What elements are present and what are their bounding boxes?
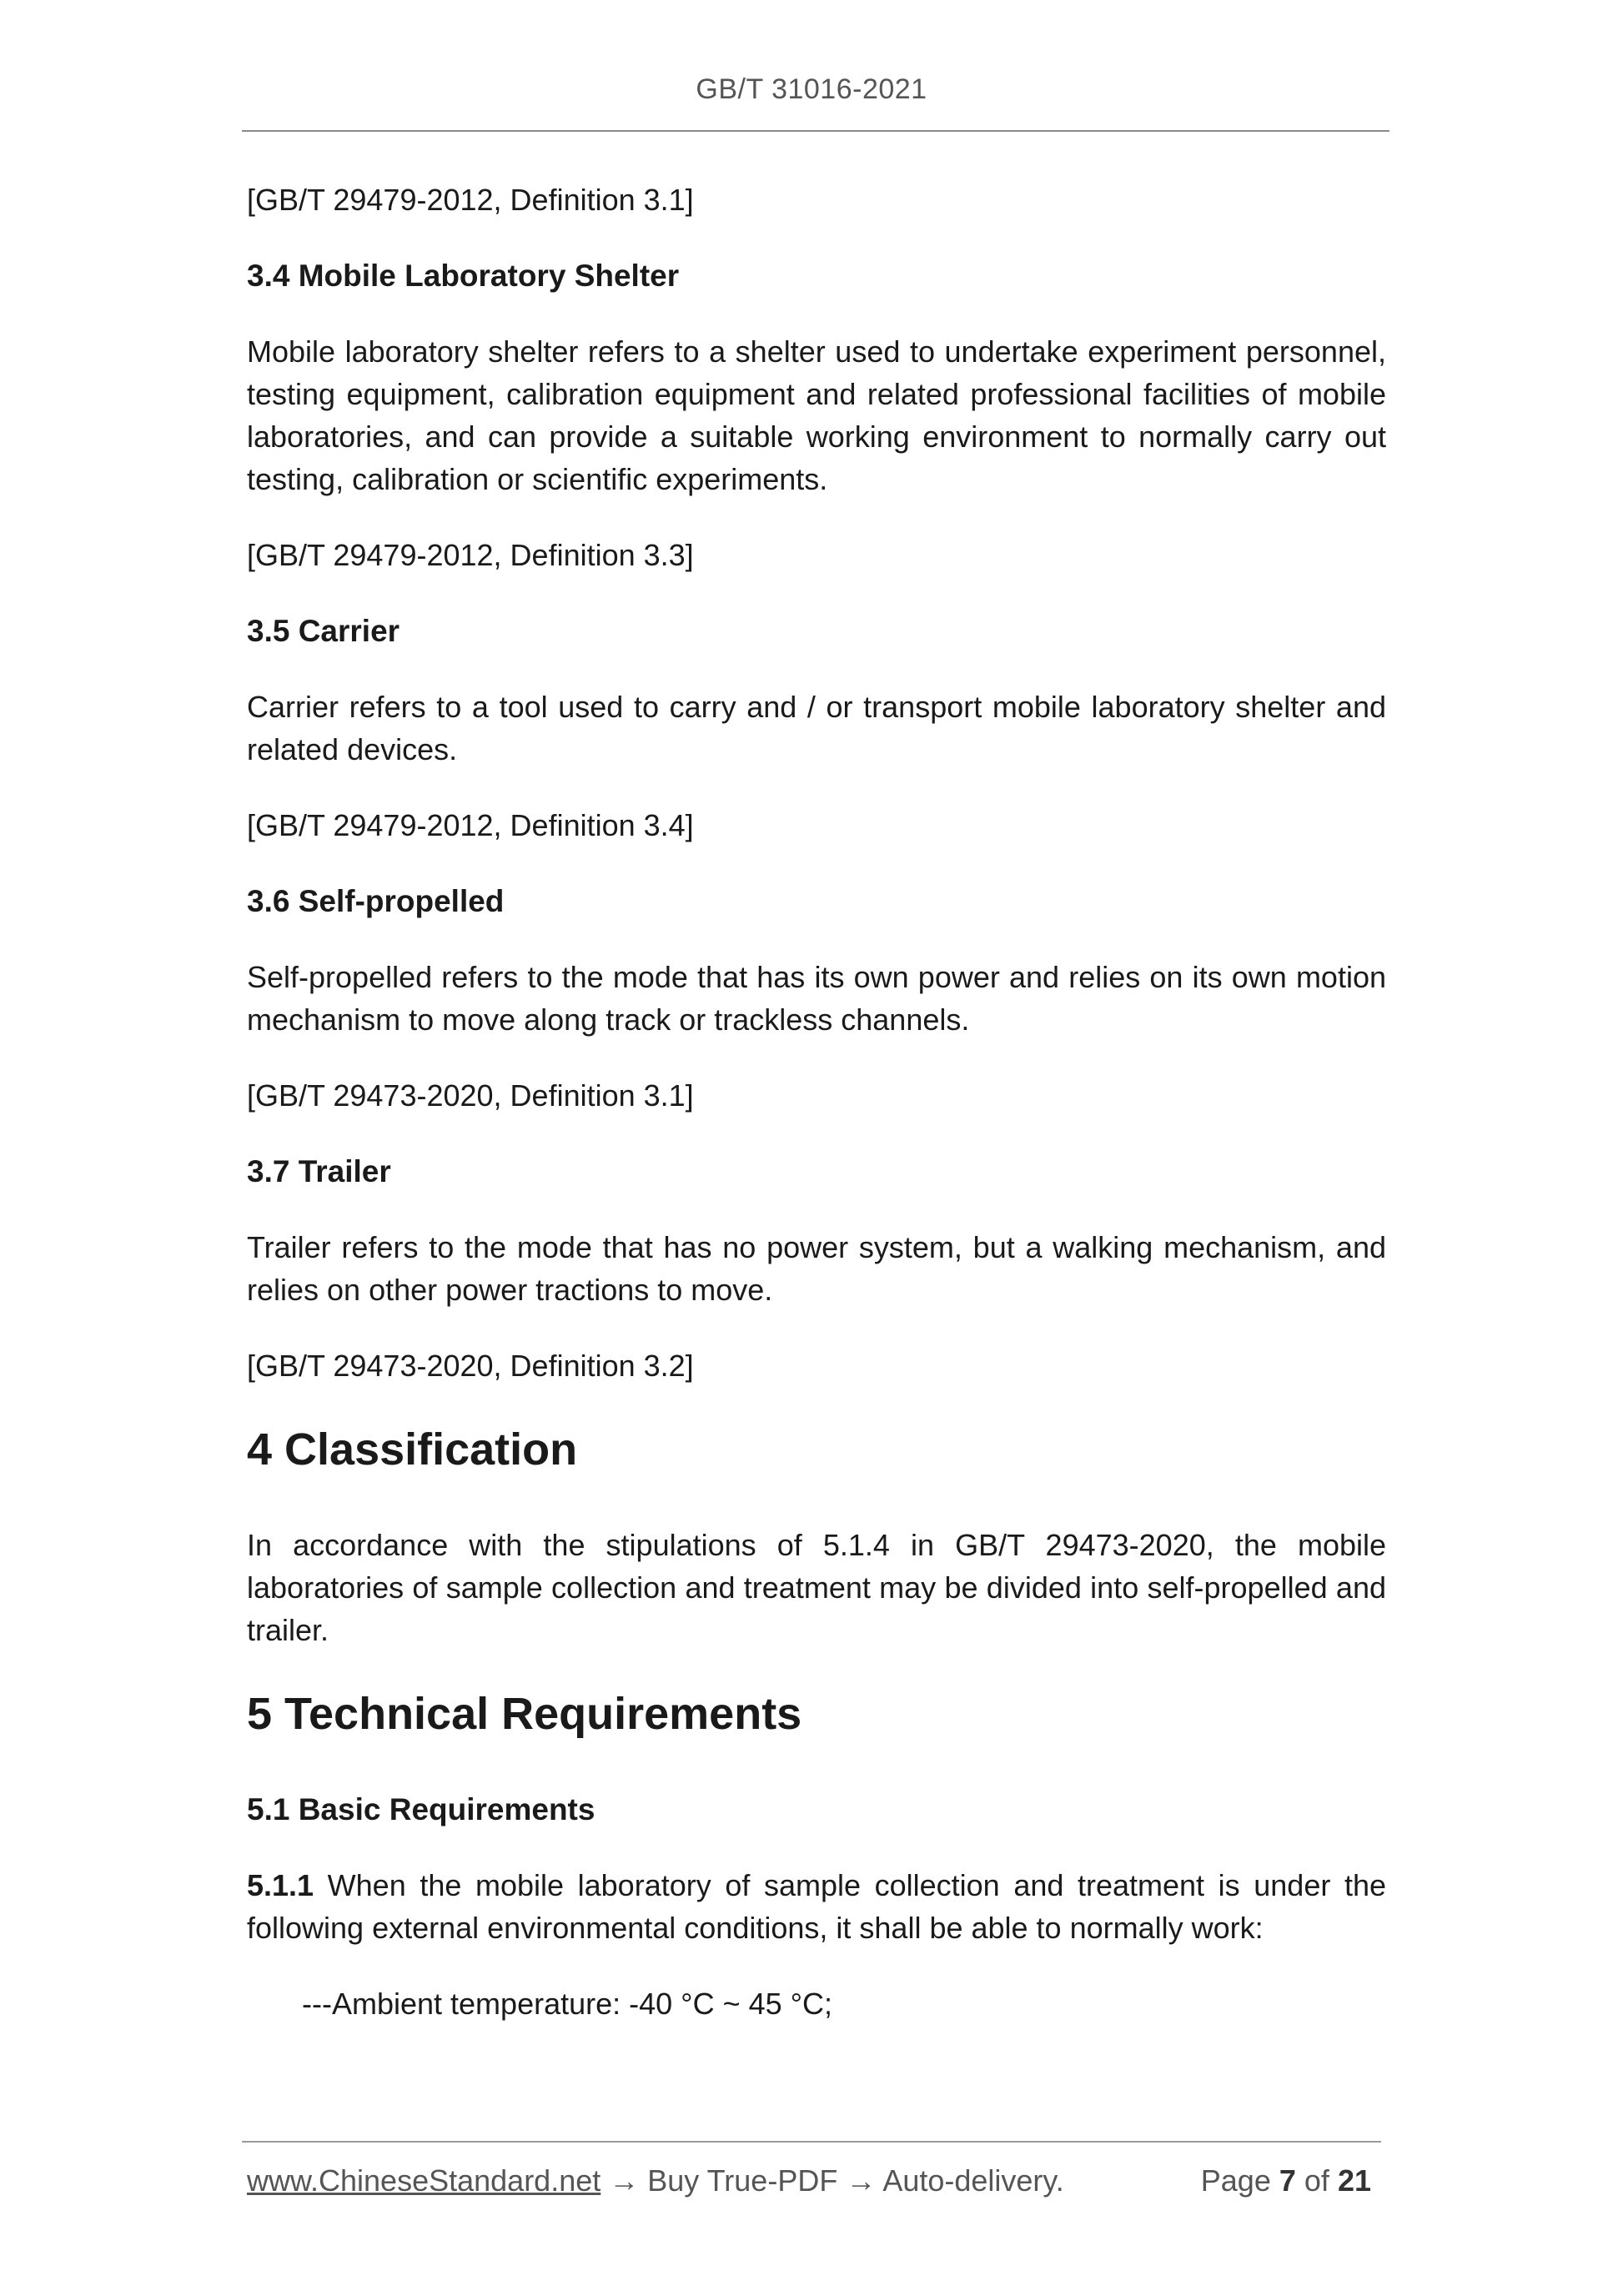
- reference-3-2: [GB/T 29473-2020, Definition 3.2]: [247, 1349, 694, 1383]
- of-label: of: [1304, 2163, 1329, 2198]
- reference-3-3: [GB/T 29479-2012, Definition 3.3]: [247, 538, 694, 572]
- reference-3-1: [GB/T 29479-2012, Definition 3.1]: [247, 183, 694, 217]
- page-current: 7: [1279, 2163, 1296, 2198]
- list-item-ambient-temperature: ---Ambient temperature: -40 °C ~ 45 °C;: [302, 1987, 833, 2021]
- section-3-6-heading: 3.6 Self-propelled: [247, 884, 505, 918]
- website-link[interactable]: www.ChineseStandard.net: [247, 2163, 601, 2198]
- page-label: Page: [1200, 2163, 1271, 2198]
- footer-promo: [247, 2160, 1064, 2202]
- clause-5-1-1-number: 5.1.1: [247, 1868, 314, 1902]
- clause-5-1-1: [247, 1864, 1386, 1949]
- section-3-5-heading: 3.5 Carrier: [247, 614, 400, 648]
- footer-promo-text: → Buy True-PDF → Auto-delivery.: [600, 2163, 1064, 2198]
- page-total: 21: [1337, 2163, 1371, 2198]
- header-divider: [242, 130, 1389, 132]
- section-3-5-paragraph: Carrier refers to a tool used to carry and / or transport mobile laboratory shelter and related devices.: [247, 690, 1386, 766]
- section-5-heading: 5 Technical Requirements: [247, 1689, 802, 1739]
- clause-5-1-1-text: When the mobile laboratory of sample collection and treatment is under the following external environmental conditions, it shall be able to normally work:: [247, 1868, 1386, 1945]
- section-3-7-heading: 3.7 Trailer: [247, 1154, 391, 1188]
- page-number: [1201, 2160, 1371, 2202]
- section-5-1-heading: 5.1 Basic Requirements: [247, 1792, 595, 1826]
- section-3-4-paragraph: Mobile laboratory shelter refers to a shelter used to undertake experiment personnel, testing equipment, calibration equipment and related professional facilities of mobile laboratories, and can provide a suitable working environment to normally carry out testing, calibration or scientific experiments.: [247, 334, 1386, 496]
- reference-3-4: [GB/T 29479-2012, Definition 3.4]: [247, 808, 694, 842]
- section-3-7-paragraph: Trailer refers to the mode that has no power system, but a walking mechanism, and relies on other power tractions to move.: [247, 1230, 1386, 1307]
- page-header-title: GB/T 31016-2021: [696, 73, 927, 105]
- section-3-4-heading: 3.4 Mobile Laboratory Shelter: [247, 259, 680, 293]
- section-4-heading: 4 Classification: [247, 1424, 578, 1475]
- document-body: [247, 178, 1386, 2025]
- section-3-6-paragraph: Self-propelled refers to the mode that has its own power and relies on its own motion mechanism to move along track or trackless channels.: [247, 960, 1386, 1037]
- section-4-paragraph: In accordance with the stipulations of 5.1.4 in GB/T 29473-2020, the mobile laboratories of sample collection and treatment may be divided into self-propelled and trailer.: [247, 1528, 1386, 1647]
- reference-3-1-b: [GB/T 29473-2020, Definition 3.1]: [247, 1078, 694, 1113]
- footer-divider: [242, 2141, 1381, 2143]
